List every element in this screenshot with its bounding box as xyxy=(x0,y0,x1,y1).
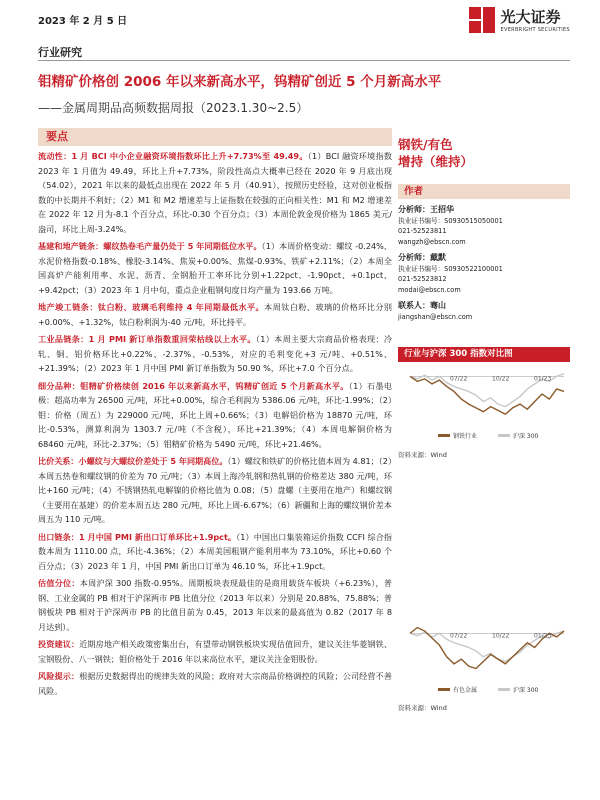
key-point-paragraph xyxy=(38,530,392,574)
key-points-heading: 要点 xyxy=(38,128,392,146)
chart-source-2: 资料来源：Wind xyxy=(398,704,447,712)
analyst-card xyxy=(398,205,570,247)
analyst-name: 骞山 xyxy=(430,301,446,310)
chart-heading: 行业与沪深 300 指数对比图 xyxy=(398,347,570,362)
key-point-text: 本周钛白粉、玻璃的价格环比分别+0.00%、+1.32%，钛白粉利润为-40 元/吨，环比持平。 xyxy=(38,302,392,327)
rating-sector: 钢铁/有色 xyxy=(398,137,453,152)
analyst-contact-line: 执业证书编号：S0930522100001 xyxy=(398,264,503,273)
key-point-heading: 工业品链条：1 月 PMI 新订单指数重回荣枯线以上水平。 xyxy=(38,334,256,344)
legend-swatch-1 xyxy=(498,434,510,437)
key-point-heading: 基建和地产链条：螺纹热卷毛产量仍处于 5 年同期低位水平。 xyxy=(38,241,262,251)
key-point-paragraph xyxy=(38,332,392,376)
chart-industry-vs-csi300-steel xyxy=(398,366,570,446)
key-point-paragraph xyxy=(38,669,392,698)
key-point-heading: 比价关系：小螺纹与大螺纹价差处于 5 年同期高位。 xyxy=(38,456,228,466)
legend-swatch-0 xyxy=(438,688,450,691)
report-subtitle: ——金属周期品高频数据周报（2023.1.30~2.5） xyxy=(38,101,309,115)
key-point-heading: 地产竣工链条：钛白粉、玻璃毛利维持 4 年同期最低水平。 xyxy=(38,302,265,312)
author-heading: 作者 xyxy=(398,184,570,199)
key-point-paragraph xyxy=(38,239,392,297)
legend-label-0: 有色金属 xyxy=(453,687,478,694)
key-point-text: （1）石墨电极：超高功率为 26500 元/吨，环比+0.00%，综合毛利润为 5386.06 元/吨，环比-1.99%；（2）钼：价格（周五）为 229000 元/吨，环比上周+0.66%；（3）电解铝价格为 18870 元/吨，环比-0.53%，测算利润为 1303.7 元/吨（不含税），环比+21.39%；（4）本周电解铜价格为 68460 元/吨，环比-2.37%；（5）钼精矿价格为 5490 元/吨，环比+21.46%。 xyxy=(38,380,392,449)
chart-industry-vs-csi300-nonferrous xyxy=(398,620,570,700)
key-point-text: （1）BCI 融资环境指数 2023 年 1 月值为 49.49，环比上升+7.73%，阶段性高点大概率已经在 2020 年 9 月底出现（54.02），2021 年以来的最低点出现在 2022 年 5 月（40.91），按照历史经验，这对创业板指数的中长期并不利好；（2）M1 和 M2 增速差与上证指数在较强的正向相关性：M1 和 M2 增速差在 2022 年 12 月为-8.1 个百分点，环比-0.30 个百分点；（3）本周伦敦金现价格为 1865 美元/盎司，环比上周-3.24%。 xyxy=(38,151,392,234)
key-point-text: （1）中国出口集装箱运价指数 CCFI 综合指数本周为 1110.00 点，环比-4.36%；（2）本周美国粗钢产能利用率为 73.10%，环比+0.60 个百分点；（3）2023 年 1 月，中国 PMI 新出口订单为 46.10 %，环比+1.9pct。 xyxy=(38,531,393,571)
company-logo xyxy=(469,6,570,33)
key-point-text: （1）螺纹和铁矿的价格比值本周为 4.81；（2）本周五热卷和螺纹钢的价差为 70 元/吨；（3）本周上海冷轧钢和热轧钢的价格差达 380 元/吨，环比+160 元/吨；（4）不锈钢热轧电解镍的价格比值为 0.08；（5）盘螺（主要用在地产）和螺纹钢（主要用在基建）的价差本周五达 280 元/吨，环比上周-6.67%；（6）新疆和上海的螺纹钢价差本周五为 110 元/吨。 xyxy=(38,456,392,524)
analyst-name: 戴默 xyxy=(430,253,446,262)
analyst-role: 分析师： xyxy=(398,205,430,214)
x-tick-label: 01/23 xyxy=(534,632,552,640)
rating-value: 增持（维持） xyxy=(398,154,474,169)
key-point-heading: 风险提示： xyxy=(38,671,80,681)
report-date: 2023 年 2 月 5 日 xyxy=(38,16,128,27)
analyst-contact-line: 执业证书编号：S0930515050001 xyxy=(398,216,503,225)
key-points-body xyxy=(38,149,392,698)
key-point-paragraph xyxy=(38,576,392,634)
sidebar xyxy=(398,128,570,322)
key-point-heading: 流动性：1 月 BCI 中小企业融资环境指数环比上升+7.73%至 49.49。 xyxy=(38,151,308,161)
x-tick-label: 10/22 xyxy=(492,375,510,383)
analyst-name-line xyxy=(398,253,570,264)
analyst-contact-line: 021-52523812 xyxy=(398,275,447,283)
x-tick-label: 01/23 xyxy=(534,375,552,383)
key-point-text: 根据历史数据得出的规律失效的风险；政府对大宗商品价格调控的风险；公司经营不善风险。 xyxy=(38,671,392,696)
analyst-role: 联系人： xyxy=(398,301,430,310)
legend-label-0: 钢铁行业 xyxy=(453,433,478,440)
legend-swatch-1 xyxy=(498,688,510,691)
analyst-card xyxy=(398,253,570,295)
logo-text-en: EVERBRIGHT SECURITIES xyxy=(500,27,570,33)
key-points-section xyxy=(38,128,392,698)
report-title: 钼精矿价格创 2006 年以来新高水平，钨精矿创近 5 个月新高水平 xyxy=(38,74,442,90)
header-divider xyxy=(38,60,570,61)
key-point-heading: 投资建议： xyxy=(38,639,80,649)
logo-mark-icon xyxy=(469,7,497,33)
key-point-paragraph xyxy=(38,454,392,527)
chart-source-1: 资料来源：Wind xyxy=(398,451,447,459)
x-tick-label: 10/22 xyxy=(492,632,510,640)
analyst-name-line xyxy=(398,301,570,312)
analyst-contact-line: modai@ebscn.com xyxy=(398,285,461,294)
analyst-contact-line: 021-52523811 xyxy=(398,227,447,235)
key-point-paragraph xyxy=(38,379,392,452)
analyst-contact-line: wangzh@ebscn.com xyxy=(398,237,466,246)
analyst-list xyxy=(398,205,570,322)
key-point-text: （1）本周价格变动：螺纹 -0.24%、水泥价格指数-0.18%、橡胶-3.14%、焦炭+0.00%、焦煤-0.93%、铁矿+2.11%；（2）本周全国高炉产能利用率、水泥、沥青、全钢胎开工率环比分别+1.22pct、-1.90pct、+0.1pct、+9.42pct；（3）2023 年 1 月中旬，重点企业粗钢旬度日均产量为 193.66 万吨。 xyxy=(38,241,392,295)
key-point-text: （1）本周主要大宗商品价格表现：冷轧、铜、铝价格环比+0.22%、-2.37%、-0.53%，对应的毛利变化+3 元/吨、+0.51%、+21.39%；（2）2023 年 1 月中国 PMI 新订单指数为 50.90 %，环比+7.0 个百分点。 xyxy=(38,334,392,373)
key-point-paragraph xyxy=(38,149,392,236)
analyst-contact-line: jiangshan@ebscn.com xyxy=(398,312,473,321)
key-point-paragraph xyxy=(38,300,392,329)
analyst-role: 分析师： xyxy=(398,253,430,262)
analyst-card xyxy=(398,301,570,322)
x-tick-label: 07/22 xyxy=(450,632,468,640)
key-point-text: 近期房地产相关政策密集出台，有望带动钢铁板块实现估值回升，建议关注华菱钢铁、宝钢股份、八一钢铁；钼价格处于 2016 年以来高位水平，建议关注金钼股份。 xyxy=(38,639,392,664)
key-point-text: 本周沪深 300 指数-0.95%。周期板块表现最佳的是商用载货车板块（+6.23%），普钢、工业金属的 PB 相对于沪深两市 PB 比值分位（2013 年以来）分别是 20.88%、75.88%；普钢板块 PB 相对于沪深两市 PB 的比值目前为 0.45，2013 年以来的最高值为 0.82（2017 年 8 月达到）。 xyxy=(38,578,392,632)
logo-text-cn: 光大证券 xyxy=(500,8,561,26)
legend-swatch-0 xyxy=(438,434,450,437)
key-point-heading: 出口链条：1 月中国 PMI 新出口订单环比+1.9pct。 xyxy=(38,531,237,542)
x-tick-label: 07/22 xyxy=(450,375,468,383)
analyst-name: 王招华 xyxy=(430,205,454,214)
key-point-paragraph xyxy=(38,637,392,666)
legend-label-1: 沪深 300 xyxy=(513,687,539,694)
analyst-name-line xyxy=(398,205,570,216)
key-point-heading: 细分品种：钼精矿价格续创 2016 年以来新高水平，钨精矿创近 5 个月新高水平。 xyxy=(38,380,349,391)
key-point-heading: 估值分位： xyxy=(38,578,80,588)
legend-label-1: 沪深 300 xyxy=(513,433,539,440)
report-category: 行业研究 xyxy=(38,46,82,59)
